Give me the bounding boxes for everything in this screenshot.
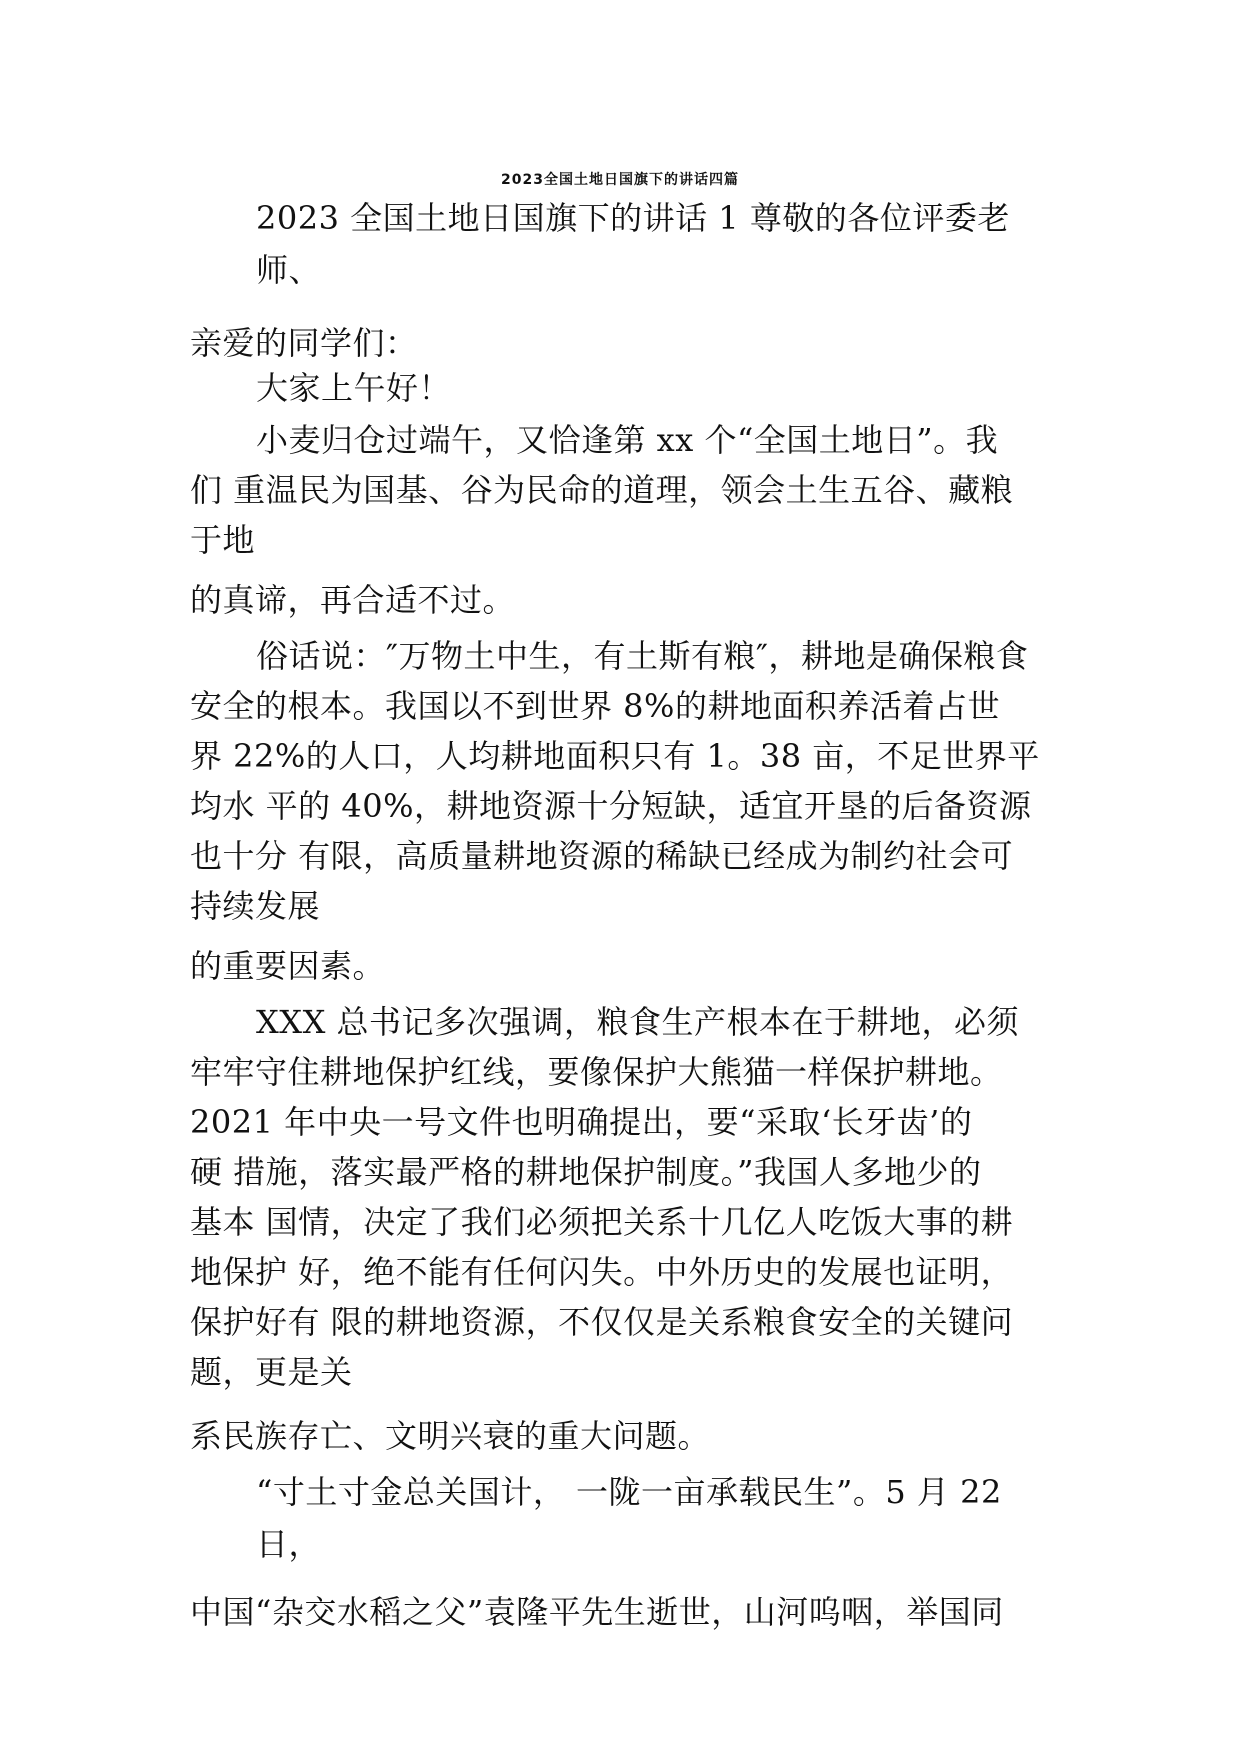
text-line: 大家上午好！ <box>256 369 452 407</box>
text-line: 们 重温民为国基、谷为民命的道理，领会土生五谷、藏粮 <box>190 471 1014 509</box>
text-line: 也十分 有限，高质量耕地资源的稀缺已经成为制约社会可 <box>190 837 1014 875</box>
text-line: 师、 <box>256 251 322 289</box>
text-line: 亲爱的同学们： <box>190 324 418 362</box>
text-line: 题，更是关 <box>190 1353 353 1391</box>
text-line: 地保护 好，绝不能有任何闪失。中外历史的发展也证明， <box>190 1253 1014 1291</box>
text-line: 俗话说：″万物土中生，有土斯有粮″，耕地是确保粮食 <box>256 637 1029 675</box>
text-line: “寸土寸金总关国计， 一陇一亩承载民生”。5 月 22 <box>256 1473 1002 1511</box>
text-line: 基本 国情，决定了我们必须把关系十几亿人吃饭大事的耕 <box>190 1203 1014 1241</box>
text-line: 日， <box>256 1525 322 1563</box>
text-line: 系民族存亡、文明兴衰的重大问题。 <box>190 1417 711 1455</box>
text-line: 2023 全国土地日国旗下的讲话 1 尊敬的各位评委老 <box>256 199 1010 237</box>
text-line: 牢牢守住耕地保护红线，要像保护大熊猫一样保护耕地。 <box>190 1053 1003 1091</box>
document-title: 2023全国土地日国旗下的讲话四篇 <box>501 172 739 188</box>
text-line: 硬 措施，落实最严格的耕地保护制度。”我国人多地少的 <box>190 1153 982 1191</box>
text-line: 持续发展 <box>190 887 321 925</box>
text-line: 界 22%的人口，人均耕地面积只有 1。38 亩，不足世界平 <box>190 737 1040 775</box>
text-line: 保护好有 限的耕地资源，不仅仅是关系粮食安全的关键问 <box>190 1303 1014 1341</box>
text-line: 的重要因素。 <box>190 947 386 985</box>
text-line: 安全的根本。我国以不到世界 8%的耕地面积养活着占世 <box>190 687 1000 725</box>
text-line: 2021 年中央一号文件也明确提出，要“采取‘长牙齿’的 <box>190 1103 973 1141</box>
text-line: 小麦归仓过端午，又恰逢第 xx 个“全国土地日”。我 <box>256 421 999 459</box>
text-line: 中国“杂交水稻之父”袁隆平先生逝世，山河呜咽，举国同 <box>190 1593 1004 1631</box>
text-line: 的真谛，再合适不过。 <box>190 581 516 619</box>
text-line: 于地 <box>190 521 256 559</box>
text-line: 均水 平的 40%，耕地资源十分短缺，适宜开垦的后备资源 <box>190 787 1032 825</box>
text-line: XXX 总书记多次强调，粮食生产根本在于耕地，必须 <box>256 1003 1020 1041</box>
